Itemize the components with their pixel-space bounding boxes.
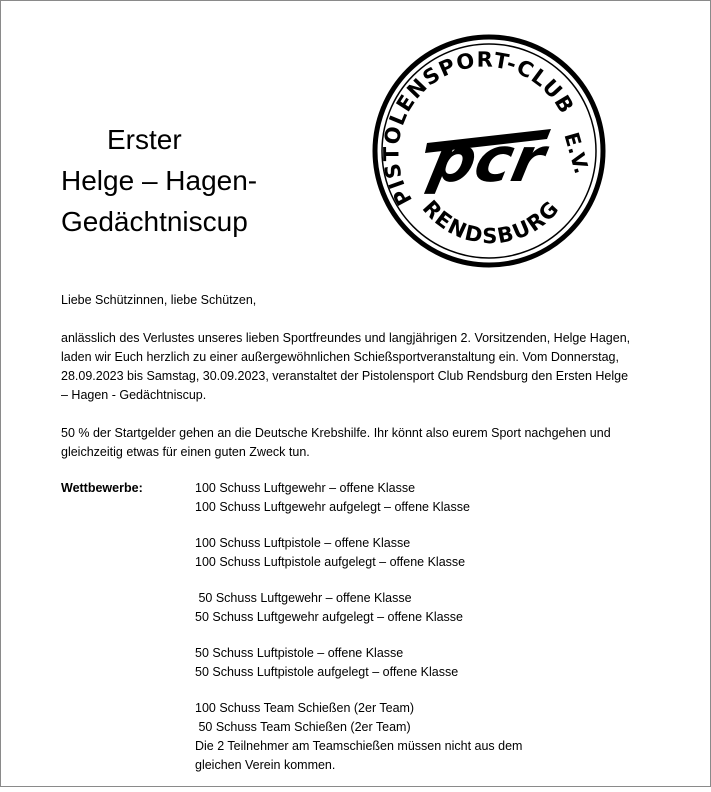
greeting: Liebe Schützinnen, liebe Schützen, [61,293,257,307]
charity-paragraph: 50 % der Startgelder gehen an die Deutsche Krebshilfe. Ihr könnt also eurem Sport nachgehen und gleichzeitig etwas für einen guten Zweck tun. [61,426,611,459]
list-item: 50 Schuss Luftgewehr aufgelegt – offene Klasse [195,610,464,624]
competition-group-air-rifle-100 [195,479,661,517]
competitions-section [61,479,661,775]
list-item: 100 Schuss Luftpistole aufgelegt – offene Klasse [195,555,466,569]
list-item: 50 Schuss Luftgewehr – offene Klasse [195,591,412,605]
title-line-1: Erster [107,124,182,155]
competition-group-air-pistol-50 [195,644,661,682]
title-line-2: Helge – Hagen- [61,165,258,196]
intro-paragraph: anlässlich des Verlustes unseres lieben Sportfreundes und langjährigen 2. Vorsitzenden, Helge Hagen, laden wir Euch herzlich zu einer außergewöhnlichen Schießsportveranstaltung ein. Vom Donnerstag, 28.09.2023 bis Samstag, 30.09.2023, veranstaltet der Pistolensport Club Rendsburg den Ersten Helge – Hagen - Gedächtniscup. [61,331,631,402]
club-logo [369,31,609,271]
list-item: 50 Schuss Luftpistole aufgelegt – offene Klasse [195,665,459,679]
competitions-list [195,479,661,775]
list-item: 50 Schuss Team Schießen (2er Team) [195,720,411,734]
logo-emblem-letters: pcr [424,123,552,196]
list-item: Die 2 Teilnehmer am Teamschießen müssen nicht aus dem [195,739,523,753]
competitions-label: Wettbewerbe: [61,481,143,495]
list-item: 100 Schuss Luftgewehr – offene Klasse [195,481,416,495]
list-item: 100 Schuss Luftpistole – offene Klasse [195,536,411,550]
list-item: 100 Schuss Team Schießen (2er Team) [195,701,415,715]
logo-arc-right-text: E.V. [559,129,594,177]
list-item: gleichen Verein kommen. [195,758,336,772]
competition-group-air-pistol-100 [195,534,661,572]
logo-arc-top-text: PISTOLENSPORT-CLUB [379,47,579,210]
competition-group-team [195,699,661,775]
invitation-text [61,291,661,792]
list-item: 50 Schuss Luftpistole – offene Klasse [195,646,404,660]
logo-arc-bottom-text: RENDSBURG [417,195,565,249]
competition-group-air-rifle-50 [195,589,661,627]
logo-emblem [423,124,555,196]
list-item: 100 Schuss Luftgewehr aufgelegt – offene Klasse [195,500,470,514]
title-line-3: Gedächtniscup [61,206,248,237]
